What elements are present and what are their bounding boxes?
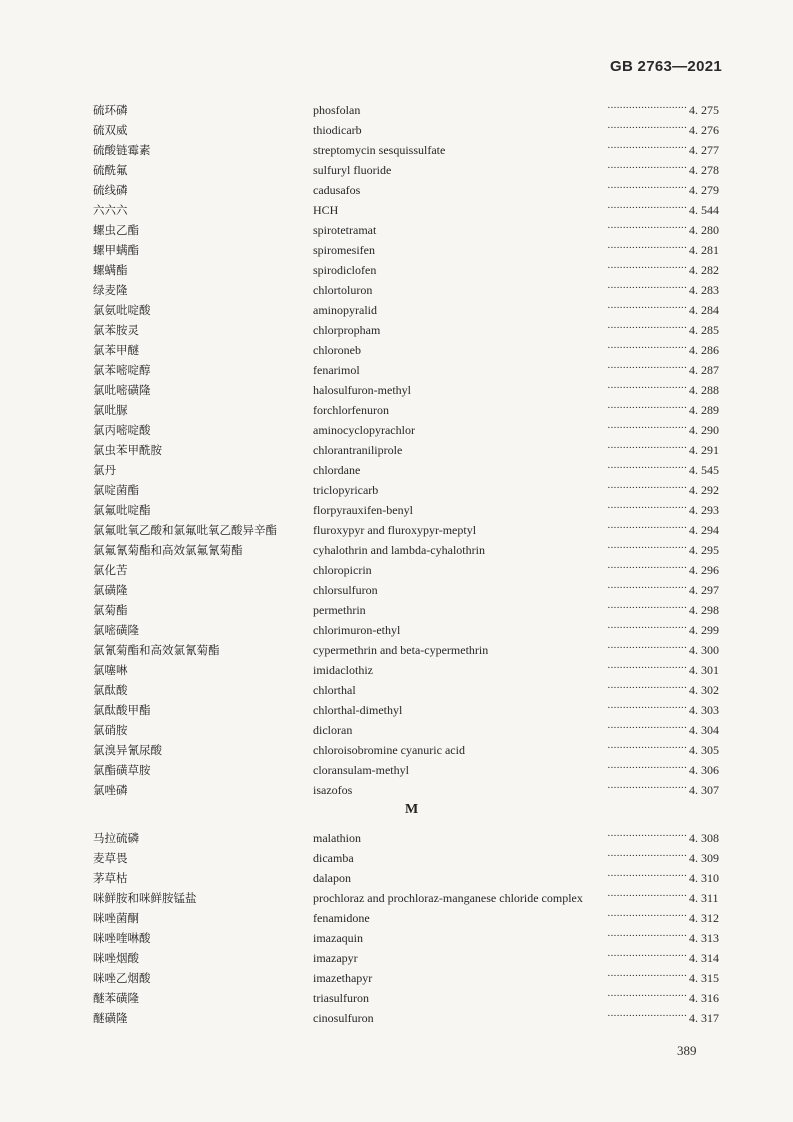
english-name: fenamidone bbox=[313, 911, 370, 925]
chinese-name: 咪唑烟酸 bbox=[93, 951, 139, 965]
english-name: prochloraz and prochloraz-manganese chloride complex bbox=[313, 891, 583, 905]
chinese-name: 绿麦隆 bbox=[93, 283, 128, 297]
index-entry bbox=[0, 440, 793, 460]
dot-leader: ·························· bbox=[607, 402, 687, 414]
chinese-name: 醚苯磺隆 bbox=[93, 991, 139, 1005]
clause-reference: 4. 280 bbox=[689, 223, 719, 237]
dot-leader: ·························· bbox=[607, 482, 687, 494]
chinese-name: 氯氟吡氧乙酸和氯氟吡氧乙酸异辛酯 bbox=[93, 523, 277, 537]
chinese-name: 氯苯甲醚 bbox=[93, 343, 139, 357]
index-entry bbox=[0, 908, 793, 928]
chinese-name: 氯氰菊酯和高效氯氰菊酯 bbox=[93, 643, 220, 657]
clause-reference: 4. 314 bbox=[689, 951, 719, 965]
clause-reference: 4. 545 bbox=[689, 463, 719, 477]
chinese-name: 硫环磷 bbox=[93, 103, 128, 117]
clause-reference: 4. 317 bbox=[689, 1011, 719, 1025]
index-entry bbox=[0, 928, 793, 948]
dot-leader: ·························· bbox=[607, 950, 687, 962]
dot-leader: ·························· bbox=[607, 702, 687, 714]
clause-reference: 4. 299 bbox=[689, 623, 719, 637]
english-name: chlorthal bbox=[313, 683, 356, 697]
clause-reference: 4. 288 bbox=[689, 383, 719, 397]
index-entry bbox=[0, 620, 793, 640]
dot-leader: ·························· bbox=[607, 830, 687, 842]
english-name: spiromesifen bbox=[313, 243, 375, 257]
english-name: spirodiclofen bbox=[313, 263, 377, 277]
chinese-name: 氯苯嘧啶醇 bbox=[93, 363, 151, 377]
index-entry bbox=[0, 828, 793, 848]
index-entry bbox=[0, 640, 793, 660]
dot-leader: ·························· bbox=[607, 970, 687, 982]
english-name: fluroxypyr and fluroxypyr-meptyl bbox=[313, 523, 477, 537]
clause-reference: 4. 291 bbox=[689, 443, 719, 457]
english-name: chloroneb bbox=[313, 343, 361, 357]
index-entry bbox=[0, 380, 793, 400]
index-entry bbox=[0, 120, 793, 140]
dot-leader: ·························· bbox=[607, 222, 687, 234]
english-name: HCH bbox=[313, 203, 339, 217]
dot-leader: ·························· bbox=[607, 542, 687, 554]
dot-leader: ·························· bbox=[607, 342, 687, 354]
index-entry bbox=[0, 1008, 793, 1028]
index-entry bbox=[0, 420, 793, 440]
index-entry bbox=[0, 700, 793, 720]
chinese-name: 螺螨酯 bbox=[93, 263, 128, 277]
chinese-name: 氯唑磷 bbox=[93, 783, 128, 797]
section-letter: M bbox=[405, 802, 419, 817]
index-entry bbox=[0, 868, 793, 888]
chinese-name: 氯吡脲 bbox=[93, 403, 128, 417]
clause-reference: 4. 293 bbox=[689, 503, 719, 517]
dot-leader: ·························· bbox=[607, 762, 687, 774]
english-name: triclopyricarb bbox=[313, 483, 379, 497]
english-name: chloroisobromine cyanuric acid bbox=[313, 743, 465, 757]
chinese-name: 螺甲螨酯 bbox=[93, 243, 139, 257]
index-entry bbox=[0, 968, 793, 988]
chinese-name: 氯酞酸 bbox=[93, 683, 128, 697]
dot-leader: ·························· bbox=[607, 262, 687, 274]
clause-reference: 4. 292 bbox=[689, 483, 719, 497]
index-entry bbox=[0, 320, 793, 340]
dot-leader: ·························· bbox=[607, 722, 687, 734]
english-name: halosulfuron-methyl bbox=[313, 383, 411, 397]
index-entry bbox=[0, 460, 793, 480]
chinese-name: 氯噻啉 bbox=[93, 663, 128, 677]
dot-leader: ·························· bbox=[607, 850, 687, 862]
index-entry bbox=[0, 720, 793, 740]
english-name: forchlorfenuron bbox=[313, 403, 389, 417]
index-entry bbox=[0, 560, 793, 580]
english-name: phosfolan bbox=[313, 103, 361, 117]
index-entry bbox=[0, 400, 793, 420]
chinese-name: 氯啶菌酯 bbox=[93, 483, 139, 497]
chinese-name: 螺虫乙酯 bbox=[93, 223, 139, 237]
english-name: chlordane bbox=[313, 463, 361, 477]
index-entry bbox=[0, 848, 793, 868]
dot-leader: ·························· bbox=[607, 462, 687, 474]
dot-leader: ·························· bbox=[607, 202, 687, 214]
chinese-name: 氯丹 bbox=[93, 463, 116, 477]
chinese-name: 氯氨吡啶酸 bbox=[93, 303, 151, 317]
english-name: permethrin bbox=[313, 603, 366, 617]
index-entry bbox=[0, 520, 793, 540]
index-entry bbox=[0, 500, 793, 520]
index-entry bbox=[0, 888, 793, 908]
clause-reference: 4. 283 bbox=[689, 283, 719, 297]
chinese-name: 氯嘧磺隆 bbox=[93, 623, 139, 637]
dot-leader: ·························· bbox=[607, 930, 687, 942]
english-name: cadusafos bbox=[313, 183, 361, 197]
english-name: fenarimol bbox=[313, 363, 360, 377]
index-entry bbox=[0, 740, 793, 760]
english-name: imazethapyr bbox=[313, 971, 373, 985]
clause-reference: 4. 296 bbox=[689, 563, 719, 577]
index-entry bbox=[0, 220, 793, 240]
clause-reference: 4. 304 bbox=[689, 723, 719, 737]
dot-leader: ·························· bbox=[607, 1010, 687, 1022]
chinese-name: 麦草畏 bbox=[93, 851, 128, 865]
index-entry bbox=[0, 260, 793, 280]
index-entry bbox=[0, 300, 793, 320]
english-name: imazaquin bbox=[313, 931, 363, 945]
english-name: chlorthal-dimethyl bbox=[313, 703, 403, 717]
index-entry bbox=[0, 180, 793, 200]
dot-leader: ·························· bbox=[607, 602, 687, 614]
index-entry bbox=[0, 948, 793, 968]
english-name: triasulfuron bbox=[313, 991, 369, 1005]
index-entry bbox=[0, 480, 793, 500]
dot-leader: ·························· bbox=[607, 362, 687, 374]
chinese-name: 茅草枯 bbox=[93, 871, 128, 885]
dot-leader: ·························· bbox=[607, 182, 687, 194]
clause-reference: 4. 305 bbox=[689, 743, 719, 757]
chinese-name: 氯溴异氰尿酸 bbox=[93, 743, 162, 757]
chinese-name: 咪唑喹啉酸 bbox=[93, 931, 151, 945]
english-name: imidaclothiz bbox=[313, 663, 373, 677]
chinese-name: 氯菊酯 bbox=[93, 603, 128, 617]
chinese-name: 氯氟氰菊酯和高效氯氟氰菊酯 bbox=[93, 543, 243, 557]
clause-reference: 4. 297 bbox=[689, 583, 719, 597]
chinese-name: 氯吡嘧磺隆 bbox=[93, 383, 151, 397]
index-entries bbox=[0, 100, 793, 1028]
english-name: cyhalothrin and lambda-cyhalothrin bbox=[313, 543, 485, 557]
clause-reference: 4. 312 bbox=[689, 911, 719, 925]
clause-reference: 4. 285 bbox=[689, 323, 719, 337]
entry-group-k bbox=[0, 100, 793, 800]
clause-reference: 4. 289 bbox=[689, 403, 719, 417]
clause-reference: 4. 308 bbox=[689, 831, 719, 845]
dot-leader: ·························· bbox=[607, 990, 687, 1002]
chinese-name: 氯磺隆 bbox=[93, 583, 128, 597]
dot-leader: ·························· bbox=[607, 742, 687, 754]
clause-reference: 4. 311 bbox=[689, 891, 719, 905]
clause-reference: 4. 282 bbox=[689, 263, 719, 277]
dot-leader: ·························· bbox=[607, 890, 687, 902]
dot-leader: ·························· bbox=[607, 242, 687, 254]
clause-reference: 4. 309 bbox=[689, 851, 719, 865]
chinese-name: 氯虫苯甲酰胺 bbox=[93, 443, 162, 457]
clause-reference: 4. 307 bbox=[689, 783, 719, 797]
dot-leader: ·························· bbox=[607, 662, 687, 674]
chinese-name: 咪唑乙烟酸 bbox=[93, 971, 151, 985]
index-entry bbox=[0, 140, 793, 160]
chinese-name: 醚磺隆 bbox=[93, 1011, 128, 1025]
english-name: sulfuryl fluoride bbox=[313, 163, 392, 177]
english-name: cinosulfuron bbox=[313, 1011, 374, 1025]
english-name: chloropicrin bbox=[313, 563, 372, 577]
chinese-name: 马拉硫磷 bbox=[93, 831, 139, 845]
english-name: cypermethrin and beta-cypermethrin bbox=[313, 643, 489, 657]
page-number: 389 bbox=[677, 1043, 697, 1058]
dot-leader: ·························· bbox=[607, 682, 687, 694]
clause-reference: 4. 276 bbox=[689, 123, 719, 137]
english-name: aminocyclopyrachlor bbox=[313, 423, 415, 437]
dot-leader: ·························· bbox=[607, 782, 687, 794]
index-entry bbox=[0, 600, 793, 620]
chinese-name: 硫酰氟 bbox=[93, 163, 128, 177]
clause-reference: 4. 278 bbox=[689, 163, 719, 177]
index-entry bbox=[0, 580, 793, 600]
dot-leader: ·························· bbox=[607, 142, 687, 154]
index-entry bbox=[0, 540, 793, 560]
english-name: dalapon bbox=[313, 871, 351, 885]
dot-leader: ·························· bbox=[607, 302, 687, 314]
index-entry bbox=[0, 760, 793, 780]
index-entry bbox=[0, 340, 793, 360]
chinese-name: 氯氟吡啶酯 bbox=[93, 503, 151, 517]
clause-reference: 4. 315 bbox=[689, 971, 719, 985]
clause-reference: 4. 286 bbox=[689, 343, 719, 357]
chinese-name: 硫酸链霉素 bbox=[93, 143, 151, 157]
english-name: chlorimuron-ethyl bbox=[313, 623, 401, 637]
chinese-name: 氯丙嘧啶酸 bbox=[93, 423, 151, 437]
english-name: aminopyralid bbox=[313, 303, 377, 317]
chinese-name: 咪鲜胺和咪鲜胺锰盐 bbox=[93, 891, 197, 905]
dot-leader: ·························· bbox=[607, 502, 687, 514]
english-name: chlorpropham bbox=[313, 323, 381, 337]
clause-reference: 4. 290 bbox=[689, 423, 719, 437]
clause-reference: 4. 298 bbox=[689, 603, 719, 617]
index-entry bbox=[0, 780, 793, 800]
english-name: thiodicarb bbox=[313, 123, 362, 137]
dot-leader: ·························· bbox=[607, 522, 687, 534]
index-entry bbox=[0, 988, 793, 1008]
entry-group-m bbox=[0, 828, 793, 1028]
dot-leader: ·························· bbox=[607, 910, 687, 922]
clause-reference: 4. 277 bbox=[689, 143, 719, 157]
clause-reference: 4. 313 bbox=[689, 931, 719, 945]
dot-leader: ·························· bbox=[607, 122, 687, 134]
english-name: chlorantraniliprole bbox=[313, 443, 403, 457]
clause-reference: 4. 306 bbox=[689, 763, 719, 777]
english-name: malathion bbox=[313, 831, 361, 845]
dot-leader: ·························· bbox=[607, 642, 687, 654]
clause-reference: 4. 275 bbox=[689, 103, 719, 117]
dot-leader: ·························· bbox=[607, 870, 687, 882]
english-name: chlortoluron bbox=[313, 283, 373, 297]
chinese-name: 硫双威 bbox=[93, 123, 128, 137]
clause-reference: 4. 310 bbox=[689, 871, 719, 885]
clause-reference: 4. 300 bbox=[689, 643, 719, 657]
chinese-name: 六六六 bbox=[93, 203, 128, 217]
chinese-name: 硫线磷 bbox=[93, 183, 128, 197]
clause-reference: 4. 287 bbox=[689, 363, 719, 377]
chinese-name: 氯酯磺草胺 bbox=[93, 763, 151, 777]
dot-leader: ·························· bbox=[607, 622, 687, 634]
section-heading-m bbox=[0, 800, 793, 828]
english-name: chlorsulfuron bbox=[313, 583, 378, 597]
chinese-name: 氯硝胺 bbox=[93, 723, 128, 737]
english-name: cloransulam-methyl bbox=[313, 763, 409, 777]
clause-reference: 4. 281 bbox=[689, 243, 719, 257]
dot-leader: ·························· bbox=[607, 562, 687, 574]
clause-reference: 4. 302 bbox=[689, 683, 719, 697]
clause-reference: 4. 316 bbox=[689, 991, 719, 1005]
index-entry bbox=[0, 680, 793, 700]
index-entry bbox=[0, 360, 793, 380]
chinese-name: 咪唑菌酮 bbox=[93, 911, 139, 925]
clause-reference: 4. 279 bbox=[689, 183, 719, 197]
english-name: dicloran bbox=[313, 723, 353, 737]
index-entry bbox=[0, 160, 793, 180]
clause-reference: 4. 301 bbox=[689, 663, 719, 677]
chinese-name: 氯化苦 bbox=[93, 563, 128, 577]
clause-reference: 4. 284 bbox=[689, 303, 719, 317]
index-entry bbox=[0, 200, 793, 220]
english-name: dicamba bbox=[313, 851, 354, 865]
english-name: spirotetramat bbox=[313, 223, 377, 237]
english-name: florpyrauxifen-benyl bbox=[313, 503, 413, 517]
dot-leader: ·························· bbox=[607, 282, 687, 294]
dot-leader: ·························· bbox=[607, 322, 687, 334]
standard-code: GB 2763—2021 bbox=[609, 58, 722, 75]
dot-leader: ·························· bbox=[607, 442, 687, 454]
clause-reference: 4. 294 bbox=[689, 523, 719, 537]
dot-leader: ·························· bbox=[607, 162, 687, 174]
index-entry bbox=[0, 100, 793, 120]
dot-leader: ·························· bbox=[607, 102, 687, 114]
clause-reference: 4. 303 bbox=[689, 703, 719, 717]
index-entry bbox=[0, 240, 793, 260]
dot-leader: ·························· bbox=[607, 382, 687, 394]
index-entry bbox=[0, 660, 793, 680]
clause-reference: 4. 295 bbox=[689, 543, 719, 557]
clause-reference: 4. 544 bbox=[689, 203, 719, 217]
english-name: imazapyr bbox=[313, 951, 358, 965]
english-name: isazofos bbox=[313, 783, 353, 797]
chinese-name: 氯苯胺灵 bbox=[93, 323, 139, 337]
dot-leader: ·························· bbox=[607, 422, 687, 434]
chinese-name: 氯酞酸甲酯 bbox=[93, 703, 151, 717]
index-entry bbox=[0, 280, 793, 300]
dot-leader: ·························· bbox=[607, 582, 687, 594]
english-name: streptomycin sesquissulfate bbox=[313, 143, 446, 157]
